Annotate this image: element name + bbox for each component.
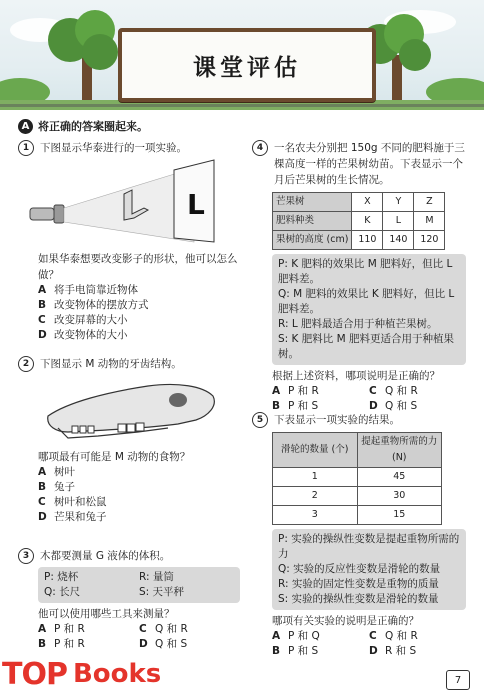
animal-skull-illustration (28, 372, 228, 444)
option-d[interactable]: D R 和 S (369, 645, 417, 657)
shadow-letter: L (187, 188, 205, 221)
option-a[interactable]: A 树叶 (38, 466, 75, 478)
option-a[interactable]: A P 和 R (38, 623, 85, 635)
question-5 (252, 412, 466, 659)
question-prompt: 如果华泰想要改变影子的形状，他可以怎么做？ (38, 253, 238, 281)
shadow-experiment-illustration (24, 156, 224, 246)
question-text: 下表显示一项实验的结果。 (274, 414, 400, 426)
question-prompt: 哪项最有可能是 M 动物的食物？ (38, 451, 191, 463)
tool-item: S: 天平秤 (139, 586, 185, 598)
statement-s: S: K 肥料比 M 肥料更适合用于种植果树。 (278, 333, 454, 360)
statements-box (272, 529, 466, 610)
question-text: 木都要测量 G 液体的体积。 (40, 550, 171, 562)
question-prompt: 哪项有关实验的说明是正确的？ (272, 615, 419, 627)
option-b[interactable]: B P 和 S (272, 400, 319, 412)
question-1 (18, 140, 240, 343)
question-number: 5 (252, 412, 268, 428)
option-c[interactable]: C Q 和 R (139, 623, 188, 635)
topbooks-logo: TOP Books (2, 656, 162, 692)
section-instruction: 将正确的答案圈起来。 (38, 120, 148, 133)
statement-q: Q: 实验的反应性变数是滑轮的数量 (278, 563, 441, 575)
option-c[interactable]: C Q 和 R (369, 630, 418, 642)
option-b[interactable]: B 改变物体的摆放方式 (38, 299, 149, 311)
option-d[interactable]: D Q 和 S (369, 400, 418, 412)
table-row: 1 45 (273, 468, 442, 487)
option-b[interactable]: B P 和 R (38, 638, 85, 650)
statements-box (272, 254, 466, 365)
question-prompt: 他可以使用哪些工具来测量？ (38, 608, 175, 620)
page-title: 课堂评估 (193, 54, 301, 81)
tools-box (38, 567, 240, 603)
option-c[interactable]: C 改变屏幕的大小 (38, 314, 128, 326)
statement-p: P: 实验的操纵性变数是提起重物所需的力 (278, 533, 460, 560)
section-header (18, 118, 148, 134)
option-b[interactable]: B 兔子 (38, 481, 75, 493)
option-c[interactable]: C 树叶和松鼠 (38, 496, 107, 508)
option-d[interactable]: D 改变物体的大小 (38, 329, 128, 341)
question-number: 4 (252, 140, 268, 156)
tool-item: Q: 长尺 (44, 586, 81, 598)
table-row: 肥料种类 K L M (273, 212, 445, 231)
statement-s: S: 实验的操纵性变数是滑轮的数量 (278, 593, 439, 605)
question-3 (18, 548, 240, 652)
option-a[interactable]: A P 和 Q (272, 630, 320, 642)
option-d[interactable]: D 芒果和兔子 (38, 511, 107, 523)
statement-r: R: L 肥料最适合用于种植芒果树。 (278, 318, 438, 330)
table-header-row: 滑轮的数量 (个) 提起重物所需的力 (N) (273, 433, 442, 468)
section-badge: A (18, 119, 33, 134)
question-text: 下图显示华泰进行的一项实验。 (40, 142, 187, 154)
table-row: 芒果树 X Y Z (273, 193, 445, 212)
title-sign (118, 28, 376, 102)
statement-p: P: K 肥料的效果比 M 肥料好，但比 L 肥料差。 (278, 258, 453, 285)
option-d[interactable]: D Q 和 S (139, 638, 188, 650)
header-banner (0, 0, 484, 110)
question-4 (252, 140, 466, 414)
fertilizer-table (272, 192, 445, 250)
option-a[interactable]: A 将手电筒靠近物体 (38, 284, 138, 296)
question-2 (18, 356, 240, 525)
page-number: 7 (446, 670, 470, 690)
table-row: 3 15 (273, 506, 442, 525)
tool-item: P: 烧杯 (44, 571, 79, 583)
option-b[interactable]: B P 和 S (272, 645, 319, 657)
statement-q: Q: M 肥料的效果比 K 肥料好，但比 L 肥料差。 (278, 288, 455, 315)
question-text: 一名农夫分别把 150g 不同的肥料施于三棵高度一样的芒果树幼苗。下表显示一个月后芒果树的生长情况。 (274, 142, 465, 186)
tool-item: R: 量筒 (139, 571, 174, 583)
question-number: 2 (18, 356, 34, 372)
question-text: 下图显示 M 动物的牙齿结构。 (40, 358, 182, 370)
option-a[interactable]: A P 和 R (272, 385, 319, 397)
statement-r: R: 实验的固定性变数是重物的质量 (278, 578, 439, 590)
table-row: 2 30 (273, 487, 442, 506)
table-row: 果树的高度 (cm) 110 140 120 (273, 231, 445, 250)
option-c[interactable]: C Q 和 R (369, 385, 418, 397)
question-number: 1 (18, 140, 34, 156)
pulley-table (272, 432, 442, 525)
question-prompt: 根据上述资料，哪项说明是正确的？ (272, 370, 440, 382)
question-number: 3 (18, 548, 34, 564)
